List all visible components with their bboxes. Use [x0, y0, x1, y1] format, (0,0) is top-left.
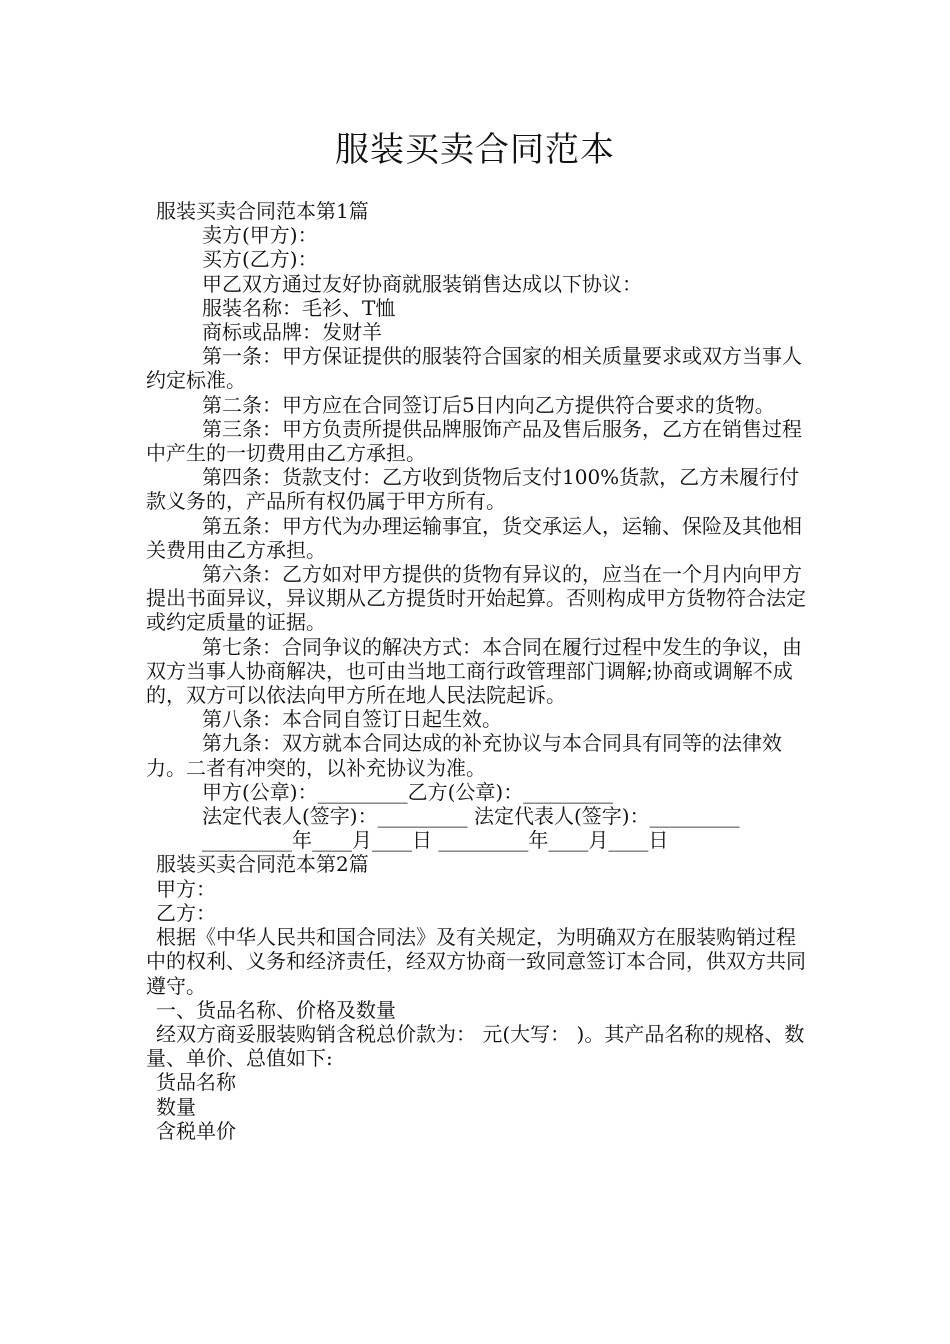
part1-heading: 服装买卖合同范本第1篇 — [156, 199, 369, 223]
article-2: 第二条：甲方应在合同签订后5日内向乙方提供符合要求的货物。 — [202, 392, 775, 417]
garment-name: 服装名称：毛衫、T恤 — [202, 295, 396, 320]
section-1-title: 一、货品名称、价格及数量 — [156, 997, 396, 1022]
table-header-unit-price: 含税单价 — [156, 1118, 236, 1143]
section-1-text: 经双方商妥服装购销含税总价款为： 元(大写： )。其产品名称的规格、数量、单价、总值如下: — [146, 1021, 805, 1071]
article-3: 第三条：甲方负责所提供品牌服饰产品及售后服务，乙方在销售过程中产生的一切费用由乙方承担。 — [146, 416, 802, 466]
document-title: 服装买卖合同范本 — [335, 130, 615, 170]
part2-heading: 服装买卖合同范本第2篇 — [156, 852, 369, 877]
table-header-quantity: 数量 — [156, 1094, 196, 1119]
agreement-intro: 甲乙双方通过友好协商就服装销售达成以下协议： — [202, 271, 642, 296]
seller-line: 卖方(甲方)： — [202, 223, 318, 248]
date-line: _________年____月____日 _________年____月____日 — [202, 828, 669, 853]
article-7: 第七条：合同争议的解决方式：本合同在履行过程中发生的争议，由双方当事人协商解决，也可由当地工商行政管理部门调解;协商或调解不成的，双方可以依法向甲方所在地人民法院起诉。 — [146, 634, 802, 708]
article-4: 第四条：货款支付：乙方收到货物后支付100%货款，乙方未履行付款义务的，产品所有权仍属于甲方所有。 — [146, 465, 800, 514]
representative-line: 法定代表人(签字)：_________ 法定代表人(签字)：_________ — [202, 804, 740, 829]
buyer-line: 买方(乙方)： — [202, 247, 318, 272]
table-header-name: 货品名称 — [156, 1070, 236, 1095]
document-body — [146, 199, 810, 1143]
preamble: 根据《中华人民共和国合同法》及有关规定，为明确双方在服装购销过程中的权利、义务和经济责任，经双方协商一致同意签订本合同，供双方共同遵守。 — [146, 925, 806, 998]
article-5: 第五条：甲方代为办理运输事宜，货交承运人，运输、保险及其他相关费用由乙方承担。 — [146, 513, 802, 562]
brand-line: 商标或品牌：发财羊 — [202, 320, 382, 345]
party-a-line: 甲方： — [156, 876, 216, 901]
article-8: 第八条：本合同自签订日起生效。 — [202, 707, 502, 732]
party-b-line: 乙方： — [156, 900, 216, 925]
seal-line: 甲方(公章)：_________乙方(公章)：_________ — [202, 779, 614, 804]
article-6: 第六条：乙方如对甲方提供的货物有异议的，应当在一个月内向甲方提出书面异议，异议期从乙方提货时开始起算。否则构成甲方货物符合法定或约定质量的证据。 — [146, 562, 806, 635]
article-1: 第一条：甲方保证提供的服装符合国家的相关质量要求或双方当事人约定标准。 — [146, 344, 802, 393]
article-9: 第九条：双方就本合同达成的补充协议与本合同具有同等的法律效力。二者有冲突的，以补充协议为准。 — [146, 731, 782, 780]
